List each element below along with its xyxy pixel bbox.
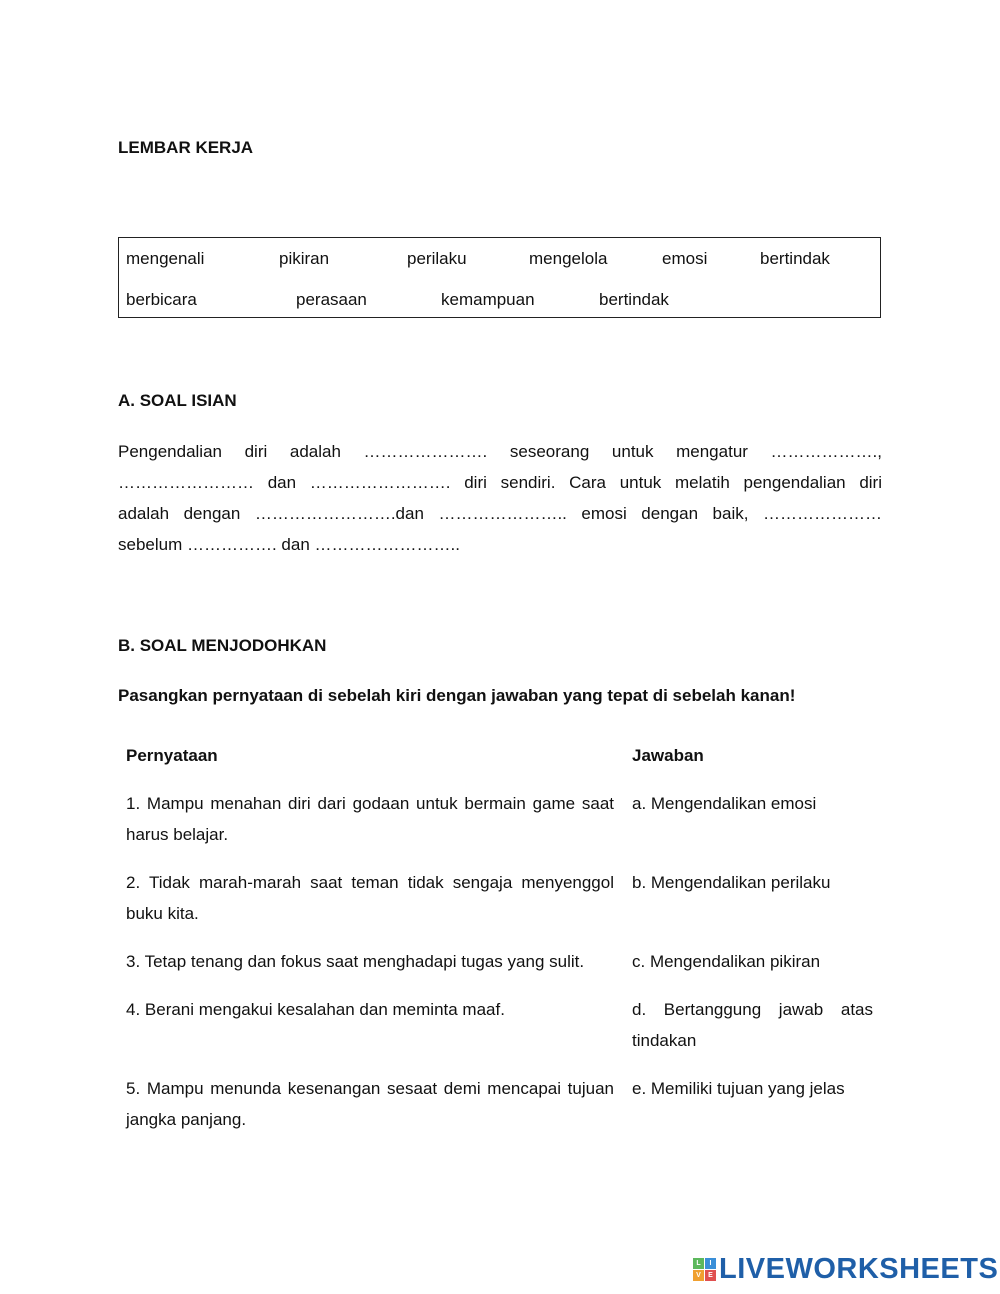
- statement-item: 2. Tidak marah-marah saat teman tidak sengaja menyenggol buku kita.: [126, 873, 614, 923]
- statement-item: 1. Mampu menahan diri dari godaan untuk bermain game saat harus belajar.: [126, 794, 614, 844]
- matching-instruction: Pasangkan pernyataan di sebelah kiri dengan jawaban yang tepat di sebelah kanan!: [118, 686, 796, 705]
- word-bank-item: mengenali: [126, 249, 205, 268]
- paragraph-line: adalah dengan …………………….dan ………………….. emosi dengan baik, …………………: [118, 504, 882, 523]
- word-bank-item: bertindak: [599, 290, 669, 309]
- word-bank-box: [118, 237, 881, 318]
- fill-in-paragraph: [118, 436, 882, 560]
- answer-item: d. Bertanggung jawab atas tindakan: [632, 1000, 873, 1050]
- word-bank-item: bertindak: [760, 249, 830, 268]
- answer-item: b. Mengendalikan perilaku: [632, 873, 831, 892]
- answer-item: e. Memiliki tujuan yang jelas: [632, 1079, 845, 1098]
- logo-mark-icon: [693, 1258, 716, 1281]
- answer-item: a. Mengendalikan emosi: [632, 794, 817, 813]
- word-bank-item: emosi: [662, 249, 708, 268]
- word-bank-item: perilaku: [407, 249, 467, 268]
- word-bank-item: kemampuan: [441, 290, 535, 309]
- statement-item: 4. Berani mengakui kesalahan dan meminta maaf.: [126, 1000, 505, 1019]
- logo-letter: I: [705, 1258, 716, 1269]
- paragraph-line: sebelum ……………. dan ……………………..: [118, 535, 460, 554]
- word-bank-item: mengelola: [529, 249, 608, 268]
- column-header-statements: Pernyataan: [126, 746, 218, 765]
- logo-text: LIVEWORKSHEETS: [719, 1252, 999, 1285]
- paragraph-line: …………………… dan ……………………. diri sendiri. Cara untuk melatih pengendalian diri: [118, 473, 882, 492]
- logo-letter: E: [705, 1270, 716, 1281]
- paragraph-line: Pengendalian diri adalah …………………. seseorang untuk mengatur ……………….,: [118, 442, 882, 461]
- logo-letter: L: [693, 1258, 704, 1269]
- word-bank-item: pikiran: [279, 249, 330, 268]
- answer-item: c. Mengendalikan pikiran: [632, 952, 821, 971]
- logo-letter: V: [693, 1270, 704, 1281]
- statement-item: 3. Tetap tenang dan fokus saat menghadapi tugas yang sulit.: [126, 952, 585, 971]
- liveworksheets-logo: [693, 1254, 998, 1284]
- word-bank-item: berbicara: [126, 290, 197, 309]
- column-header-answers: Jawaban: [632, 746, 704, 765]
- page-title: LEMBAR KERJA: [118, 138, 254, 157]
- word-bank-item: perasaan: [296, 290, 367, 309]
- section-b-heading: B. SOAL MENJODOHKAN: [118, 636, 327, 655]
- section-a-heading: A. SOAL ISIAN: [118, 391, 237, 410]
- statement-item: 5. Mampu menunda kesenangan sesaat demi mencapai tujuan jangka panjang.: [126, 1079, 614, 1129]
